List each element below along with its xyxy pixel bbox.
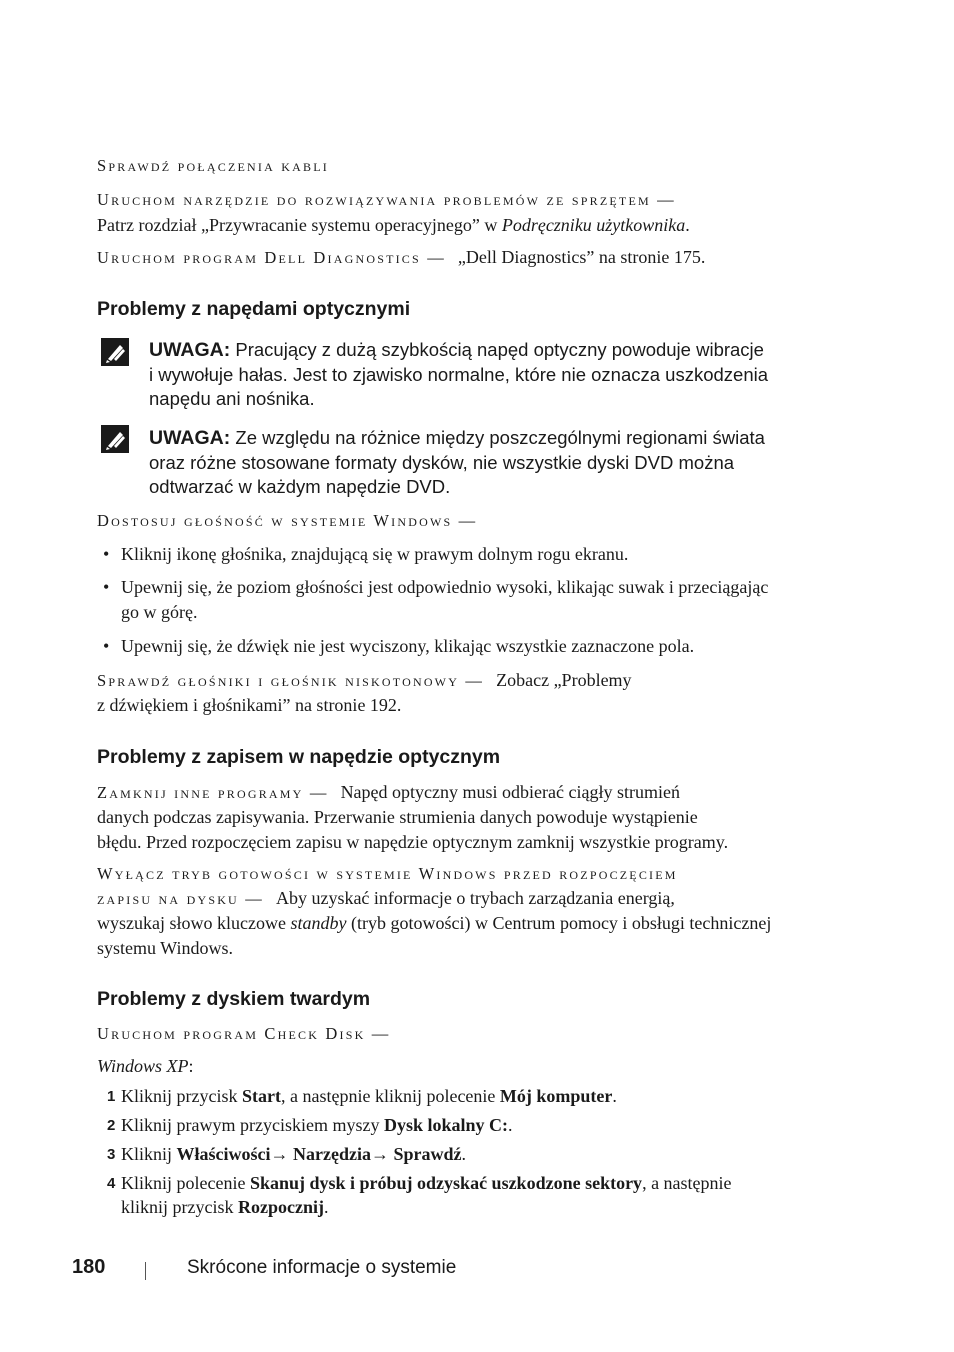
section-title-optical: Problemy z napędami optycznymi bbox=[97, 298, 411, 320]
paragraph-hw-troubleshooter: Patrz rozdział „Przywracanie systemu operacyjnego” w Podręczniku użytkownika. bbox=[97, 215, 690, 235]
list-item-continuation: go w górę. bbox=[121, 602, 198, 622]
heading-check-speakers: Sprawdź głośniki i głośnik niskotonowy — bbox=[97, 671, 485, 690]
note-label: UWAGA: bbox=[149, 339, 231, 361]
bullet-marker: • bbox=[103, 636, 110, 656]
step-number: 2 bbox=[107, 1117, 116, 1134]
heading-disable-standby: Wyłącz tryb gotowości w systemie Windows przed rozpoczęciem bbox=[97, 864, 678, 883]
note-pencil-icon bbox=[101, 425, 129, 453]
step-3: Kliknij Właściwości→ Narzędzia→ Sprawdź. bbox=[121, 1144, 466, 1164]
step-4: Kliknij polecenie Skanuj dysk i próbuj odzyskać uszkodzone sektory, a następnie bbox=[121, 1173, 732, 1193]
list-item: Kliknij ikonę głośnika, znajdującą się w prawym dolnym rogu ekranu. bbox=[121, 544, 629, 564]
step-2: Kliknij prawym przyciskiem myszy Dysk lokalny C:. bbox=[121, 1115, 513, 1135]
step-number: 3 bbox=[107, 1146, 116, 1163]
os-label: Windows XP: bbox=[97, 1056, 194, 1076]
heading-check-cables: Sprawdź połączenia kabli bbox=[97, 156, 329, 175]
paragraph-line: wyszukaj słowo kluczowe standby (tryb gotowości) w Centrum pomocy i obsługi technicznej bbox=[97, 913, 772, 933]
footer-divider bbox=[145, 1262, 146, 1280]
heading-adjust-volume: Dostosuj głośność w systemie Windows — bbox=[97, 511, 478, 530]
heading-disable-standby-cont: zapisu na dysku — bbox=[97, 889, 264, 908]
list-item: Upewnij się, że poziom głośności jest odpowiednio wysoki, klikając suwak i przeciągając bbox=[121, 577, 769, 597]
paragraph-check-speakers-cont: z dźwiękiem i głośnikami” na stronie 192. bbox=[97, 695, 402, 715]
paragraph-line: danych podczas zapisywania. Przerwanie strumienia danych powoduje wystąpienie bbox=[97, 807, 698, 827]
heading-close-programs: Zamknij inne programy — bbox=[97, 783, 329, 802]
list-item: Upewnij się, że dźwięk nie jest wyciszony, klikając wszystkie zaznaczone pola. bbox=[121, 636, 695, 656]
paragraph-run-diagnostics bbox=[97, 247, 705, 268]
step-4-continuation: kliknij przycisk Rozpocznij. bbox=[121, 1197, 329, 1217]
paragraph-line: systemu Windows. bbox=[97, 938, 233, 958]
note-label: UWAGA: bbox=[149, 427, 231, 449]
diagnostics-link-text: „Dell Diagnostics” na stronie 175. bbox=[457, 247, 706, 267]
heading-run-diagnostics: Uruchom program Dell Diagnostics — bbox=[97, 248, 446, 267]
heading-run-hw-troubleshooter: Uruchom narzędzie do rozwiązywania problemów ze sprzętem — bbox=[97, 190, 676, 209]
arrow-right-icon: → bbox=[270, 1144, 294, 1164]
note-pencil-icon bbox=[101, 338, 129, 366]
footer-title: Skrócone informacje o systemie bbox=[187, 1257, 457, 1278]
paragraph-check-speakers: Sprawdź głośniki i głośnik niskotonowy — Zobacz „Problemy bbox=[97, 670, 632, 690]
section-title-hdd: Problemy z dyskiem twardym bbox=[97, 988, 371, 1010]
arrow-right-icon: → bbox=[370, 1144, 394, 1164]
paragraph-line: błędu. Przed rozpoczęciem zapisu w napędzie optycznym zamknij wszystkie programy. bbox=[97, 832, 729, 852]
step-1: Kliknij przycisk Start, a następnie kliknij polecenie Mój komputer. bbox=[121, 1086, 617, 1106]
bullet-marker: • bbox=[103, 544, 110, 564]
heading-run-checkdisk: Uruchom program Check Disk — bbox=[97, 1024, 391, 1043]
manual-title: Podręczniku użytkownika bbox=[501, 215, 686, 235]
paragraph-close-programs: Zamknij inne programy — Napęd optyczny musi odbierać ciągły strumień bbox=[97, 782, 680, 802]
page-number: 180 bbox=[72, 1256, 106, 1278]
section-title-writing: Problemy z zapisem w napędzie optycznym bbox=[97, 746, 501, 768]
note-dvd-regions: UWAGA: Ze względu na różnice między poszczególnymi regionami świata oraz różne stosowane formaty dysków, nie wszystkie dyski DVD można odtwarzać w każdym napędzie DVD. bbox=[149, 427, 765, 497]
step-number: 4 bbox=[107, 1175, 116, 1192]
step-number: 1 bbox=[107, 1088, 116, 1105]
paragraph-standby: zapisu na dysku — Aby uzyskać informacje o trybach zarządzania energią, bbox=[97, 888, 675, 908]
bullet-marker: • bbox=[103, 577, 110, 597]
note-vibration: UWAGA: Pracujący z dużą szybkością napęd optyczny powoduje wibracje i wywołuje hałas. Jest to zjawisko normalne, które nie oznacza uszkodzenia napędu ani nośnika. bbox=[149, 339, 769, 409]
